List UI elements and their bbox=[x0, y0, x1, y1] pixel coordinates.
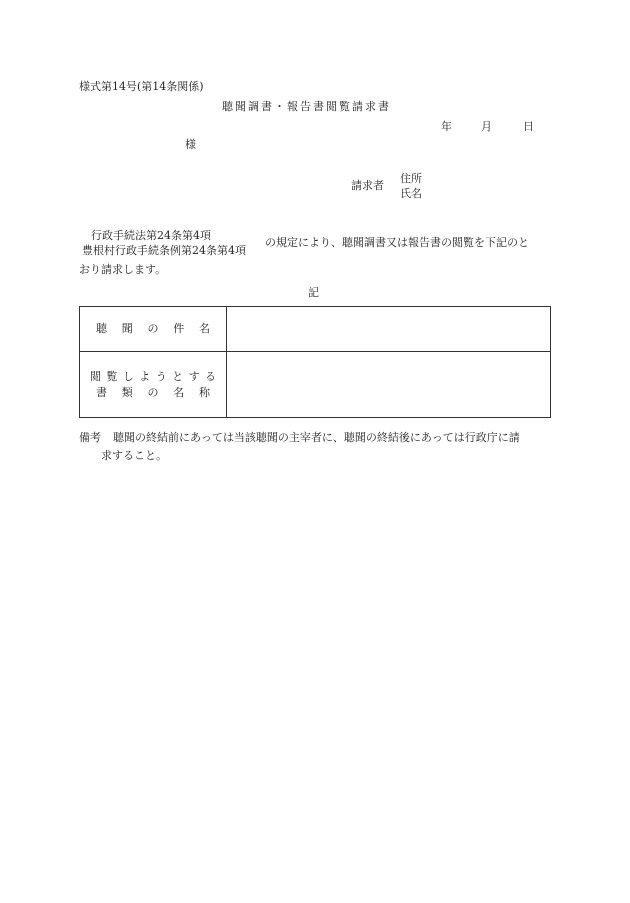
date-line bbox=[441, 121, 534, 132]
requester-fields bbox=[400, 171, 422, 201]
law-reference-2: 豊根村行政手続条例第24条第4項 bbox=[82, 244, 246, 257]
form-number: 様式第14号(第14条関係) bbox=[79, 80, 204, 93]
document-name-field[interactable] bbox=[227, 352, 551, 418]
document-label-line1: 閲覧しようとする bbox=[90, 369, 216, 383]
request-table bbox=[79, 306, 551, 418]
addressee-honorific: 様 bbox=[185, 138, 196, 151]
date-day-label: 日 bbox=[523, 120, 534, 133]
page-title: 聴聞調書・報告書閲覧請求書 bbox=[222, 100, 391, 113]
ki-label: 記 bbox=[308, 286, 319, 299]
body-text-line1: の規定により、聴聞調書又は報告書の閲覧を下記のと bbox=[265, 236, 529, 249]
law-reference-1: 行政手続法第24条第4項 bbox=[91, 229, 211, 242]
name-label: 氏名 bbox=[400, 187, 422, 200]
table-label-cell bbox=[80, 307, 227, 352]
requester-label: 請求者 bbox=[351, 179, 384, 192]
remarks-line2: 求すること。 bbox=[101, 449, 167, 462]
body-text-line2: おり請求します。 bbox=[79, 263, 167, 276]
table-row bbox=[80, 307, 551, 352]
remarks-text: 聴聞の終結前にあっては当該聴聞の主宰者に、聴聞の終結後にあっては行政庁に請 bbox=[113, 431, 520, 444]
address-label: 住所 bbox=[400, 172, 422, 185]
date-year-label: 年 bbox=[441, 120, 452, 133]
table-label-cell bbox=[80, 352, 227, 418]
remarks-label: 備考 bbox=[79, 431, 101, 444]
subject-label: 聴聞の件名 bbox=[96, 322, 210, 335]
remarks-line1 bbox=[79, 432, 520, 443]
law-references bbox=[82, 228, 246, 258]
hearing-subject-field[interactable] bbox=[227, 307, 551, 352]
table-row bbox=[80, 352, 551, 418]
document-label-line2: 書類の名称 bbox=[96, 385, 210, 399]
date-month-label: 月 bbox=[481, 120, 492, 133]
